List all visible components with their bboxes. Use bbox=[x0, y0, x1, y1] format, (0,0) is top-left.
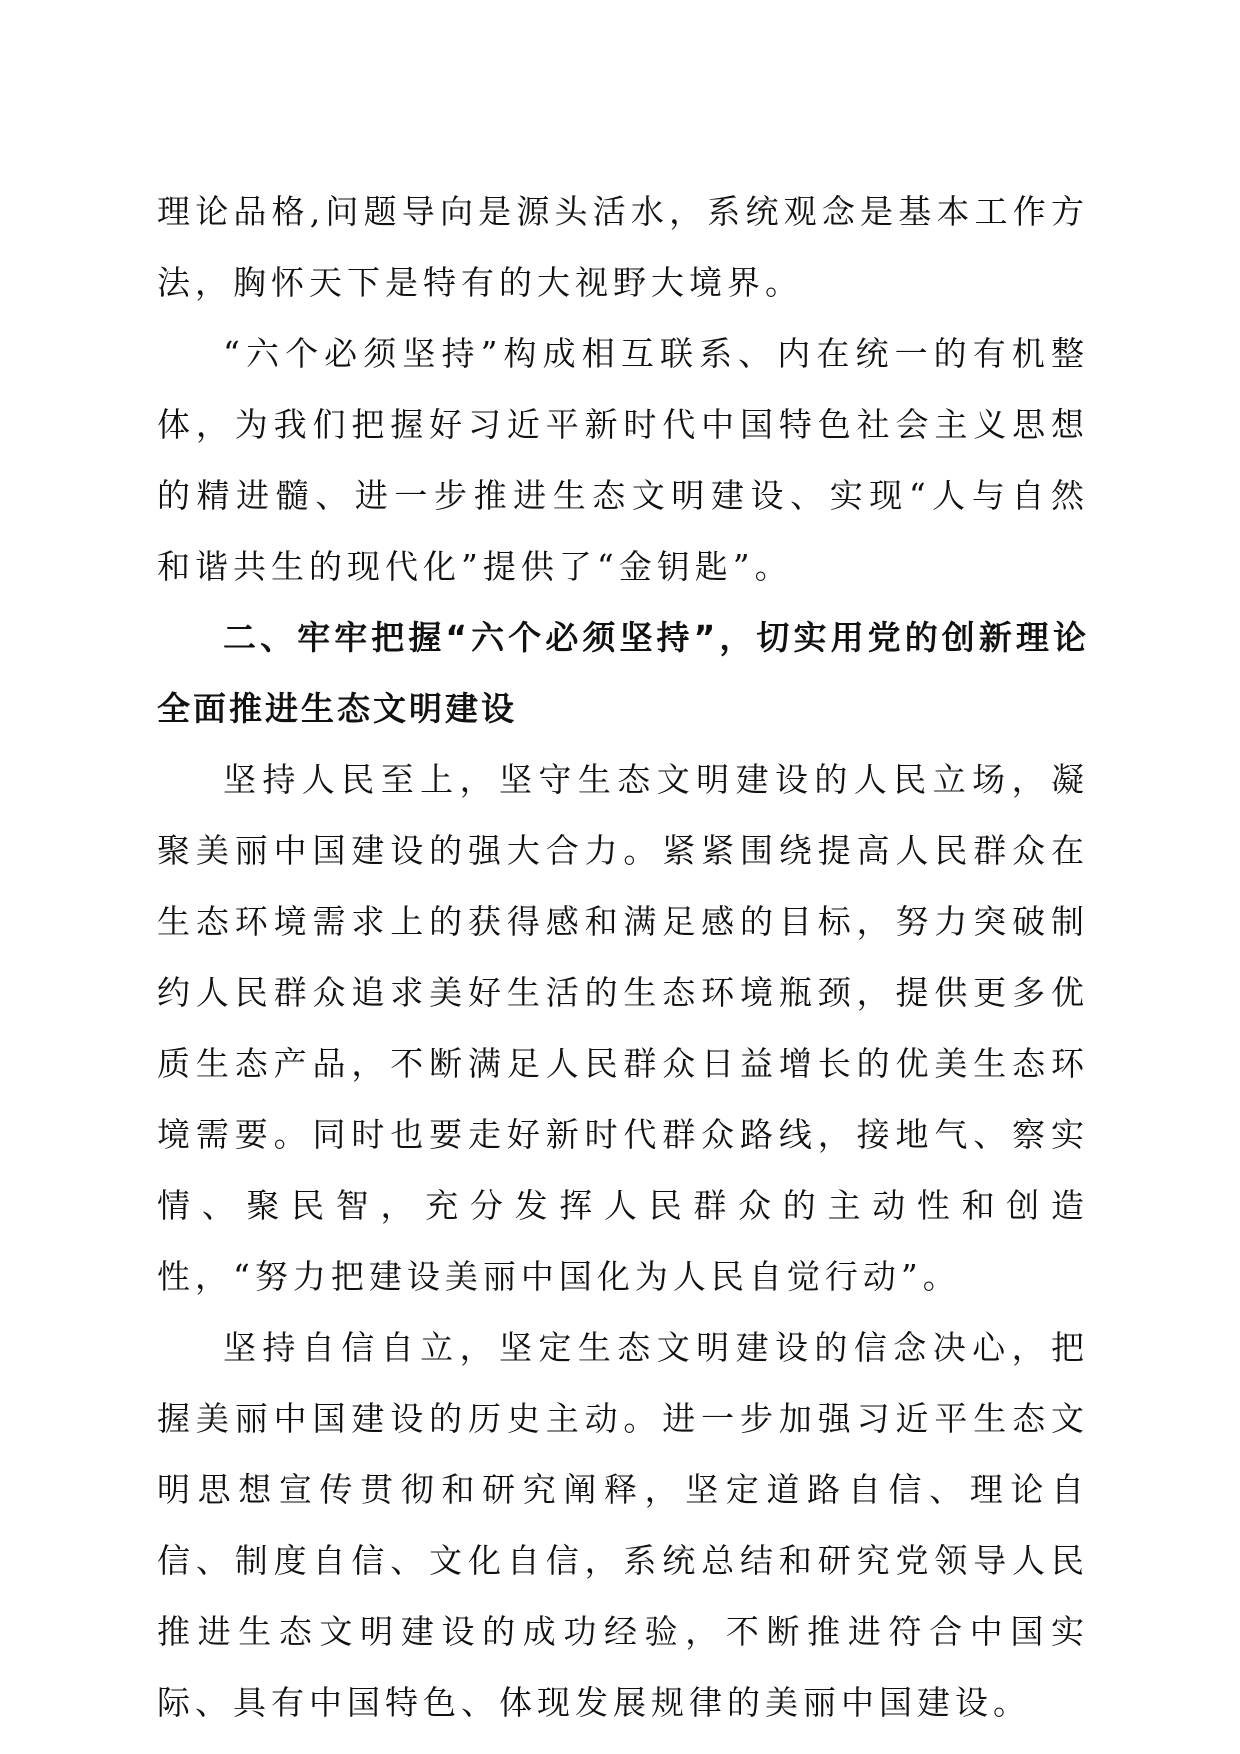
paragraph-self-confidence: 坚持自信自立，坚定生态文明建设的信念决心，把握美丽中国建设的历史主动。进一步加强习近平生态文明思想宣传贯彻和研究阐释，坚定道路自信、理论自信、制度自信、文化自信，系统总结和研究党领导人民推进生态文明建设的成功经验，不断推进符合中国实际、具有中国特色、体现发展规律的美丽中国建设。 bbox=[157, 1328, 1089, 1722]
paragraph-six-musts-summary: “六个必须坚持”构成相互联系、内在统一的有机整体，为我们把握好习近平新时代中国特色社会主义思想的精进髓、进一步推进生态文明建设、实现“人与自然和谐共生的现代化”提供了“金钥匙”。 bbox=[157, 334, 1089, 586]
section-heading: 二、牢牢把握“六个必须坚持”，切实用党的创新理论全面推进生态文明建设 bbox=[157, 618, 1089, 728]
document-body bbox=[157, 176, 1089, 1738]
paragraph-continuation: 理论品格,问题导向是源头活水，系统观念是基本工作方法，胸怀天下是特有的大视野大境界。 bbox=[157, 192, 1089, 302]
paragraph-people-first: 坚持人民至上，坚守生态文明建设的人民立场，凝聚美丽中国建设的强大合力。紧紧围绕提高人民群众在生态环境需求上的获得感和满足感的目标，努力突破制约人民群众追求美好生活的生态环境瓶颈，提供更多优质生态产品，不断满足人民群众日益增长的优美生态环境需要。同时也要走好新时代群众路线，接地气、察实情、聚民智，充分发挥人民群众的主动性和创造性，“努力把建设美丽中国化为人民自觉行动”。 bbox=[157, 760, 1089, 1296]
